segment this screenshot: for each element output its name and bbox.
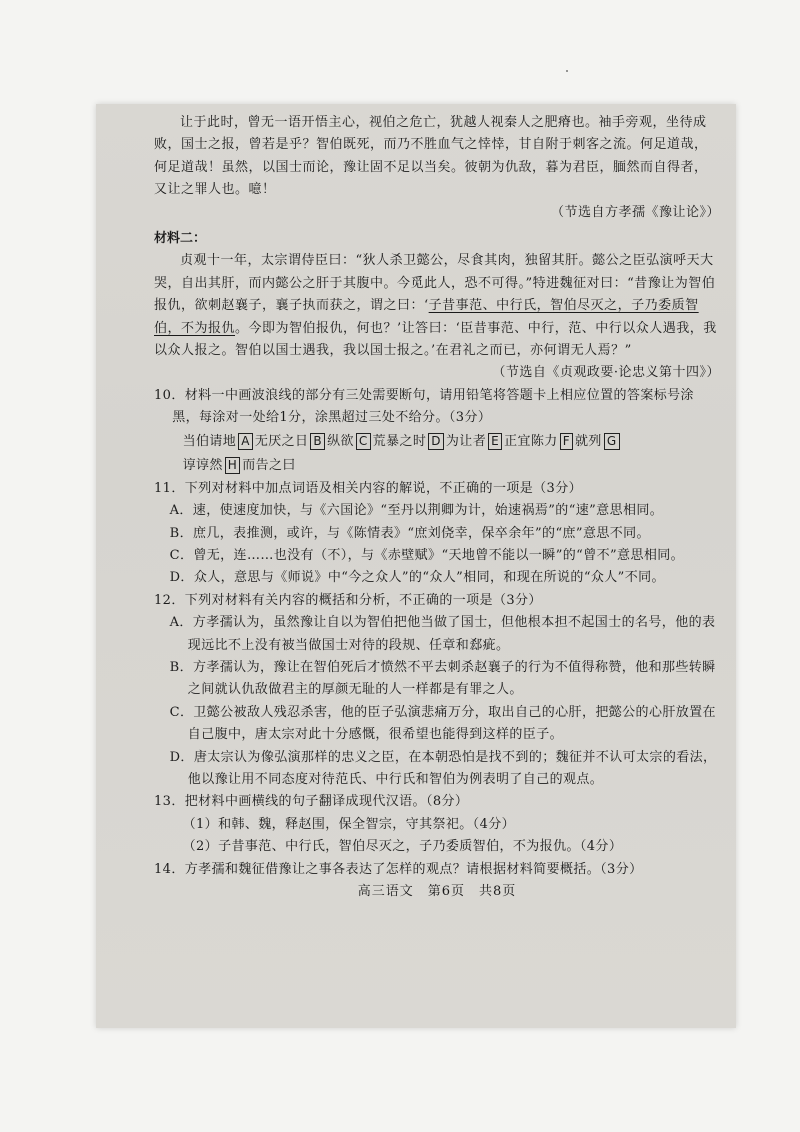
q11-option-a: A．速，使速度加快，与《六国论》“至丹以荆卿为计，始速祸焉”的“速”意思相同。	[169, 503, 664, 519]
q12-option-d: D．唐太宗认为像弘演那样的忠义之臣，在本朝恐怕是找不到的；魏征并不认可太宗的看法，他以豫让用不同态度对待范氏、中行氏和智伯为例表明了自己的观点。	[169, 749, 717, 787]
q10-seg: 当伯请地	[182, 433, 237, 449]
q10-mark[interactable]: A	[238, 433, 253, 450]
speck	[566, 70, 568, 72]
source-note-2: （节选自《贞观政要·论忠义第十四》）	[492, 365, 720, 381]
material2-paragraph	[154, 250, 720, 362]
q11-option-d: D．众人，意思与《师说》中“今之众人”的“众人”相同，和现在所说的“众人”不同。	[169, 570, 665, 586]
question-13: 13．把材料中画横线的句子翻译成现代汉语。（8分）	[154, 794, 469, 810]
q13-part-2: （2）子昔事范、中行氏，智伯尽灭之，子乃委质智伯，不为报仇。（4分）	[182, 839, 623, 855]
question-14: 14．方孝孺和魏征借豫让之事各表达了怎样的观点？请根据材料简要概括。（3分）	[154, 861, 643, 877]
exam-page	[154, 112, 720, 1012]
question-11: 11．下列对材料中加点词语及相关内容的解说，不正确的一项是（3分）	[154, 480, 583, 496]
q10-seg: 就列	[575, 433, 602, 449]
q11-option-b: B．庶几，表推测，或许，与《陈情表》“庶刘侥幸，保卒余年”的“庶”意思不同。	[169, 525, 650, 541]
q10-mark[interactable]: E	[488, 433, 502, 450]
q10-mark[interactable]: D	[428, 433, 444, 450]
q12-option-c: C．卫懿公被敌人残忍杀害，他的臣子弘演悲痛万分，取出自己的心肝，把懿公的心肝放置在自己腹中，唐太宗对此十分感慨，很希望也能得到这样的臣子。	[169, 704, 716, 743]
q10-seg: 正宜陈力	[504, 433, 558, 449]
q10-mark[interactable]: H	[225, 457, 240, 474]
q10-segmentation	[154, 430, 720, 478]
q10-mark[interactable]: G	[604, 433, 620, 450]
underlined-sentence: 子昔事范、中行氏，智伯尽灭之，子乃委质智伯，不为报仇	[154, 298, 699, 336]
material2-text-a: 贞观十一年，太宗谓侍臣曰：“狄人杀卫懿公，尽食其肉，独留其肝。懿公之臣弘演呼天大哭，自出其肝，而内懿公之肝于其腹中。今觅此人，恐不可得。”特进魏征对曰：“昔豫让为智伯报仇，欲刺赵襄子，襄子执而获之，谓之曰：‘	[154, 253, 716, 314]
q13-part-1: （1）和韩、魏，释赵围，保全智宗，守其祭祀。（4分）	[182, 816, 516, 832]
q10-seg: 谆谆然	[182, 457, 223, 473]
material1-paragraph: 让于此时，曾无一语开悟主心，视伯之危亡，犹越人视秦人之肥瘠也。袖手旁观，坐待成败，国士之报，曾若是乎？智伯既死，而乃不胜血气之悻悻，甘自附于刺客之流。何足道哉，何足道哉！虽然，以国士而论，豫让固不足以当矣。彼朝为仇敌，暮为君臣，腼然而自得者，又让之罪人也。噫！	[154, 115, 708, 198]
question-12: 12．下列对材料有关内容的概括和分析，不正确的一项是（3分）	[154, 592, 542, 608]
q10-seg: 无厌之日	[254, 433, 309, 449]
page-footer: 高三语文 第6页 共8页	[357, 884, 517, 899]
q10-seg: 而告之曰	[242, 457, 296, 473]
source-note-1: （节选自方孝孺《豫让论》）	[550, 204, 720, 220]
q10-seg: 纵欲	[327, 433, 354, 449]
q10-mark[interactable]: C	[356, 433, 371, 450]
material2-text-b: 。今即为智伯报仇，何也？’让答曰：‘臣昔事范、中行，范、中行以众人遇我，我以众人报之。智伯以国士遇我，我以国士报之。’在君礼之而已，亦何谓无人焉？”	[154, 320, 717, 359]
q11-option-c: C．曾无，连……也没有（不），与《赤壁赋》“天地曾不能以一瞬”的“曾不”意思相同。	[169, 547, 685, 563]
question-10: 10．材料一中画波浪线的部分有三处需要断句，请用铅笔将答题卡上相应位置的答案标号涂黑，每涂对一处给1分，涂黑超过三处不给分。（3分）	[154, 387, 694, 426]
q10-mark[interactable]: B	[310, 433, 325, 450]
q12-option-b: B．方孝孺认为，豫让在智伯死后才愤然不平去刺杀赵襄子的行为不值得称赞，他和那些转瞬之间就认仇敌做君主的厚颜无耻的人一样都是有罪之人。	[169, 659, 716, 698]
q10-seg: 荒暴之时	[372, 433, 427, 449]
q10-mark[interactable]: F	[560, 433, 573, 450]
material2-title: 材料二：	[154, 231, 207, 247]
q10-seg: 为让者	[445, 433, 487, 449]
q12-option-a: A．方孝孺认为，虽然豫让自以为智伯把他当做了国士，但他根本担不起国士的名号，他的表现远比不上没有被当做国士对待的段规、任章和郄疵。	[169, 615, 716, 653]
